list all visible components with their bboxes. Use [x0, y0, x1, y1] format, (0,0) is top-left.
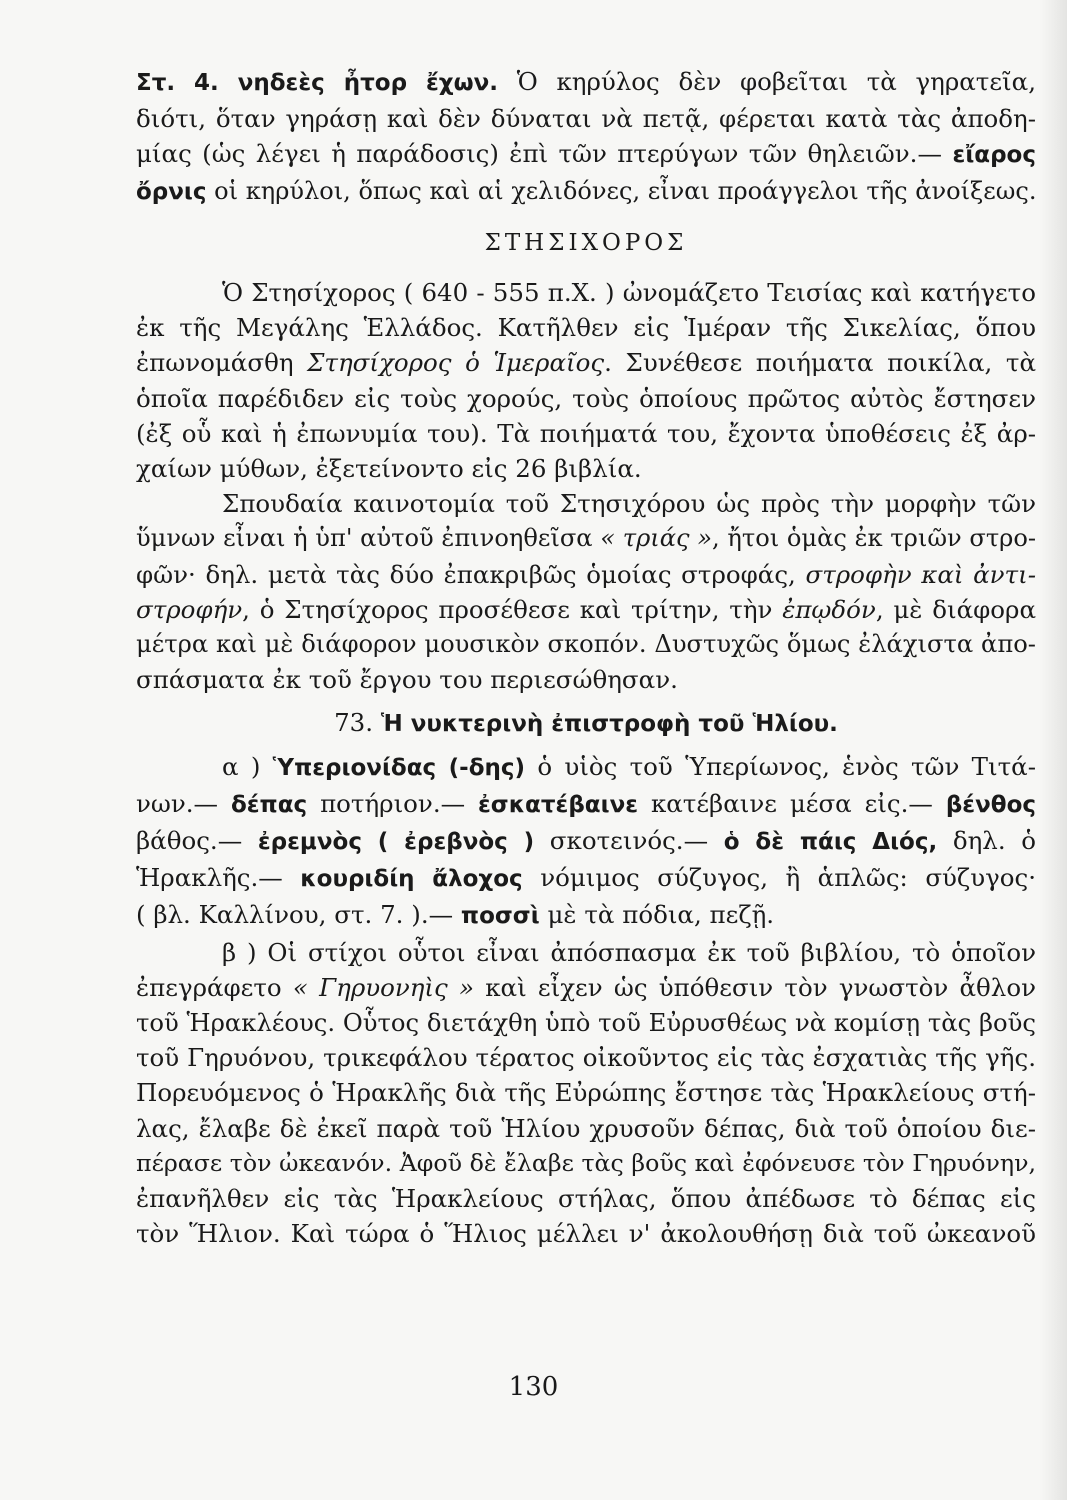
text-line: σπάσματα ἐκ τοῦ ἔργου του περιεσώθησαν.	[136, 665, 678, 695]
text-line: νων.— δέπας ποτήριον.— ἐσκατέβαινε κατέβαινε μέσα εἰς.— βένθος	[136, 788, 1036, 818]
text-line: Σπουδαία καινοτομία τοῦ Στησιχόρου ὡς πρὸς τὴν μορφὴν τῶν	[222, 489, 1036, 519]
text-line: πέρασε τὸν ὠκεανόν. Ἀφοῦ δὲ ἔλαβε τὰς βοῦς καὶ ἐφόνευσε τὸν Γηρυόνην,	[136, 1148, 1036, 1177]
text-line: τοῦ Γηρυόνου, τρικεφάλου τέρατος οἰκοῦντος εἰς τὰς ἐσχατιὰς τῆς γῆς.	[136, 1043, 1036, 1073]
bold-lemma: ὄρνις	[136, 178, 207, 205]
page-number: 130	[508, 1372, 559, 1402]
italic-term: « Γηρυονηὶς »	[292, 972, 474, 1002]
text-line: ἐπεγράφετο « Γηρυονηὶς » καὶ εἶχεν ὡς ὑπόθεσιν τὸν γνωστὸν ἆθλον	[136, 972, 1036, 1002]
text-line: Στ. 4. νηδεὲς ἦτορ ἔχων. Ὁ κηρύλος δὲν φοβεῖται τὰ γηρατεῖα,	[136, 67, 1036, 96]
text-line: Ἡρακλῆς.— κουριδίη ἄλοχος νόμιμος σύζυγος, ἢ ἁπλῶς: σύζυγος·	[136, 863, 1037, 893]
text-line: Ὁ Στησίχορος ( 640 - 555 π.Χ. ) ὠνομάζετο Τεισίας καὶ κατήγετο	[222, 278, 1036, 308]
bold-lemma: εἴαρος	[941, 142, 1036, 169]
text-line: λας, ἔλαβε δὲ ἐκεῖ παρὰ τοῦ Ἡλίου χρυσοῦν δέπας, διὰ τοῦ ὁποίου διε-	[136, 1113, 1036, 1143]
page-body	[136, 64, 1036, 1252]
page-edge-shadow	[1040, 0, 1067, 1500]
text-line: τοῦ Ἡρακλέους. Οὗτος διετάχθη ὑπὸ τοῦ Εὐρυσθέως νὰ κομίσῃ τὰς βοῦς	[136, 1008, 1036, 1038]
text-line: ἐκ τῆς Μεγάλης Ἑλλάδος. Κατῆλθεν εἰς Ἱμέραν τῆς Σικελίας, ὅπου	[136, 313, 1036, 343]
text-line: στροφήν, ὁ Στησίχορος προσέθεσε καὶ τρίτην, τὴν ἐπῳδόν, μὲ διάφορα	[136, 594, 1036, 624]
bold-lemma: ἐσκατέβαινε	[478, 791, 639, 818]
text-line: χαίων μύθων, ἐξετείνοντο εἰς 26 βιβλία.	[136, 454, 642, 484]
bold-lemma: Ὑπεριονίδας (-δης)	[272, 754, 526, 781]
text-line: ἐπωνομάσθη Στησίχορος ὁ Ἱμεραῖος. Συνέθεσε ποιήματα ποικίλα, τὰ	[136, 348, 1037, 378]
text-line: ὕμνων εἶναι ἡ ὑπ' αὐτοῦ ἐπινοηθεῖσα « τριάς », ἤτοι ὁμὰς ἐκ τριῶν στρο-	[136, 524, 1037, 553]
italic-term: στροφὴν καὶ ἀντι-	[805, 559, 1036, 589]
italic-term: στροφήν	[136, 594, 243, 624]
text-line: β ) Οἱ στίχοι οὗτοι εἶναι ἀπόσπασμα ἐκ τοῦ βιβλίου, τὸ ὁποῖον	[222, 937, 1036, 967]
italic-term: ἐπῳδόν	[782, 594, 876, 624]
text-line: (ἐξ οὗ καὶ ἡ ἐπωνυμία του). Τὰ ποιήματά του, ἔχοντα ὑποθέσεις ἐξ ἀρ-	[136, 418, 1036, 448]
italic-term: Στησίχορος ὁ Ἱμεραῖος	[307, 348, 605, 378]
italic-term: « τριάς »	[600, 524, 713, 553]
bold-lemma: ποσσὶ	[460, 903, 540, 930]
text-line: μίας (ὡς λέγει ἡ παράδοσις) ἐπὶ τῶν πτερύγων τῶν θηλειῶν.— εἴαρος	[136, 139, 1036, 169]
text-line: φῶν· δηλ. μετὰ τὰς δύο ἐπακριβῶς ὁμοίας στροφάς, στροφὴν καὶ ἀντι-	[136, 559, 1036, 589]
bold-lemma: ἐρεμνὸς ( ἐρεβνὸς )	[257, 829, 535, 856]
text-line: ὄρνις οἱ κηρύλοι, ὅπως καὶ αἱ χελιδόνες, εἶναι προάγγελοι τῆς ἀνοίξεως.	[136, 176, 1037, 205]
bold-lemma: Στ. 4. νηδεὲς ἦτορ ἔχων.	[136, 70, 498, 96]
bold-lemma: βένθος	[945, 791, 1036, 818]
text-line: βάθος.— ἐρεμνὸς ( ἐρεβνὸς ) σκοτεινός.— ὁ δὲ πάις Διός, δηλ. ὁ	[136, 826, 1036, 856]
bold-lemma: κουριδίη ἄλοχος	[300, 866, 523, 893]
text-line: μέτρα καὶ μὲ διάφορον μουσικὸν σκοπόν. Δυστυχῶς ὅμως ἐλάχιστα ἀπο-	[136, 630, 1036, 659]
section-heading: ΣΤΗΣΙΧΟΡΟΣ	[484, 229, 688, 256]
text-line: τὸν Ἥλιον. Καὶ τώρα ὁ Ἥλιος μέλλει ν' ἀκολουθήσῃ διὰ τοῦ ὠκεανοῦ	[136, 1219, 1036, 1249]
text-line: ( βλ. Καλλίνου, στ. 7. ).— ποσσὶ μὲ τὰ πόδια, πεζῇ.	[136, 900, 775, 930]
text-line: ὁποῖα παρέδιδεν εἰς τοὺς χορούς, τοὺς ὁποίους πρῶτος αὐτὸς ἔστησεν	[136, 383, 1036, 413]
text-line: ἐπανῆλθεν εἰς τὰς Ἡρακλείους στήλας, ὅπου ἀπέδωσε τὸ δέπας εἰς	[136, 1184, 1036, 1214]
text-line: Πορευόμενος ὁ Ἡρακλῆς διὰ τῆς Εὐρώπης ἔστησε τὰς Ἡρακλείους στή-	[136, 1078, 1036, 1108]
text-line: διότι, ὅταν γηράσῃ καὶ δὲν δύναται νὰ πετᾷ, φέρεται κατὰ τὰς ἀποδη-	[136, 104, 1036, 134]
section-title	[136, 705, 1036, 742]
section-number: 73.	[334, 708, 381, 738]
text-line: α ) Ὑπεριονίδας (-δης) ὁ υἱὸς τοῦ Ὑπερίωνος, ἑνὸς τῶν Τιτά-	[222, 751, 1036, 781]
bold-lemma: δέπας	[230, 791, 308, 818]
bold-lemma: ὁ δὲ πάις Διός,	[723, 829, 938, 856]
section-title-text: Ἡ νυκτερινὴ ἐπιστροφὴ τοῦ Ἡλίου.	[380, 711, 838, 738]
